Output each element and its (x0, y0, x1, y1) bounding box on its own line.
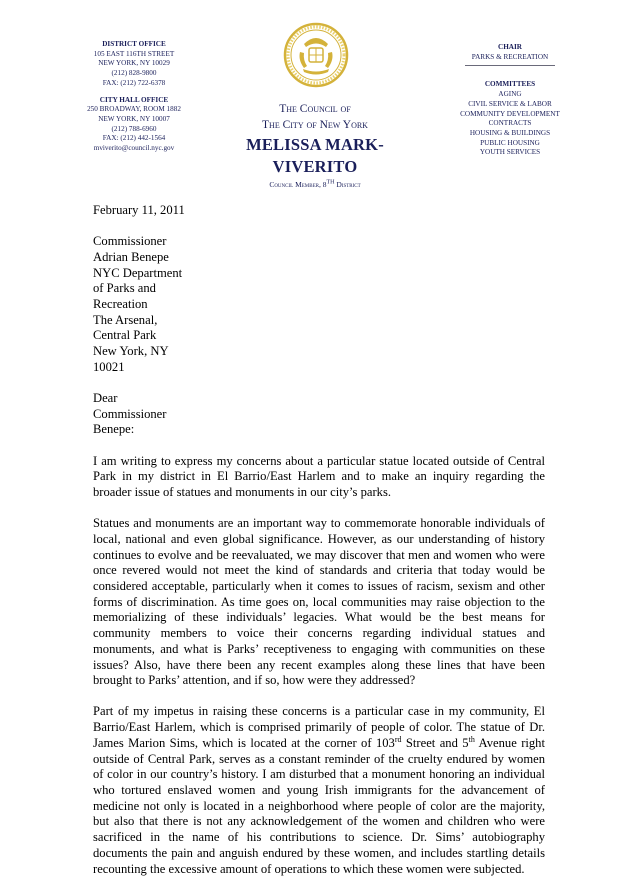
council-line: The Council of (279, 103, 351, 115)
city-seal-icon (283, 22, 349, 88)
city-hall-office-heading: CITY HALL OFFICE (99, 95, 169, 104)
paragraph-2: Statues and monuments are an important way to commemorate honorable individuals of local, national and even global significance. However, as our understanding of history continues to evolve and be reevaluated, we may discover that men and women who were once revered would not meet the kind of standards and criteria that today would be considered acceptable, particularly when it comes to issues of racism, sexism and other forms of discrimination. As time goes on, local communities may raise objection to the memorializing of these individuals’ legacies. What would be the best means for community members to voice their concerns regarding individual statues and monuments, and what is Parks’ receptiveness to engaging with communities on these issues? Also, have there been any recent examples along these lines that have been brought to Parks’ attention, and if so, how were they addressed? (93, 516, 545, 688)
divider (465, 65, 555, 66)
city-hall-office-line: NEW YORK, NY 10007 (98, 114, 170, 123)
city-hall-office-line: FAX: (212) 442-1564 (102, 134, 166, 143)
committee-item: CIVIL SERVICE & LABOR (468, 99, 552, 108)
city-hall-office-line: (212) 788-6960 (111, 124, 157, 133)
recipient-line: Commissioner Adrian Benepe (93, 234, 169, 264)
paragraph-3: Part of my impetus in raising these concerns is a particular case in my community, El Barrio/East Harlem, which is comprised primarily of people of color. The statue of Dr. James Marion Sims, which is located at the corner of 103rd Street and 5th Avenue right outside of Central Park, serves as a constant reminder of the cruelty endured by women of color in our country’s history. I am disturbed that a monument honoring an individual who tortured enslaved women and young Irish immigrants for the advancement of medicine not only is located in a neighborhood where people of color are the majority, but also that there is not any acknowledgement of the women and children who were sacrificed in the name of his contributions to science. Dr. Sims’ autobiography documents the pain and anguish endured by these women, and includes startling details recounting the excessive amount of operations to which these women were subjected. (93, 704, 545, 876)
district-office-heading: DISTRICT OFFICE (102, 40, 166, 48)
committee-item: HOUSING & BUILDINGS (469, 128, 551, 137)
city-line: The City of New York (262, 119, 368, 131)
letter-date: February 11, 2011 (93, 203, 185, 217)
chair-heading: CHAIR (498, 43, 522, 51)
city-hall-office-line: 250 BROADWAY, ROOM 1882 (87, 105, 181, 114)
district-office-line: 105 EAST 116TH STREET (93, 49, 175, 58)
committee-item: COMMUNITY DEVELOPMENT (460, 109, 560, 118)
recipient-line: New York, NY 10021 (93, 344, 169, 374)
committees-heading: COMMITTEES (484, 80, 536, 89)
member-name: MELISSA MARK-VIVERITO (246, 135, 384, 176)
district-office-line: (212) 828-9800 (111, 69, 157, 78)
member-title: Council Member, 8th District (269, 176, 361, 189)
email-address: mviverito@council.nyc.gov (93, 144, 175, 153)
committee-item: AGING (498, 90, 522, 99)
chair-committee: PARKS & RECREATION (471, 52, 549, 61)
committee-item: PUBLIC HOUSING (480, 138, 540, 147)
district-office-line: NEW YORK, NY 10029 (98, 59, 170, 68)
council-header (205, 101, 425, 191)
committee-item: CONTRACTS (488, 119, 532, 128)
paragraph-1: I am writing to express my concerns about a particular statue located outside of Central Park in my district in El Barrio/East Harlem and to make an inquiry regarding the broader issue of statues and monuments in our city’s parks. (93, 453, 545, 500)
letter-body (93, 203, 545, 893)
committee-item: YOUTH SERVICES (479, 148, 541, 157)
recipient-address (93, 234, 189, 375)
salutation: Dear Commissioner Benepe: (93, 391, 167, 437)
district-office-line: FAX: (212) 722-6378 (102, 78, 166, 87)
district-office-block (86, 40, 182, 154)
committee-block (455, 43, 565, 158)
recipient-line: The Arsenal, Central Park (93, 312, 158, 343)
recipient-line: NYC Department of Parks and Recreation (93, 265, 183, 312)
